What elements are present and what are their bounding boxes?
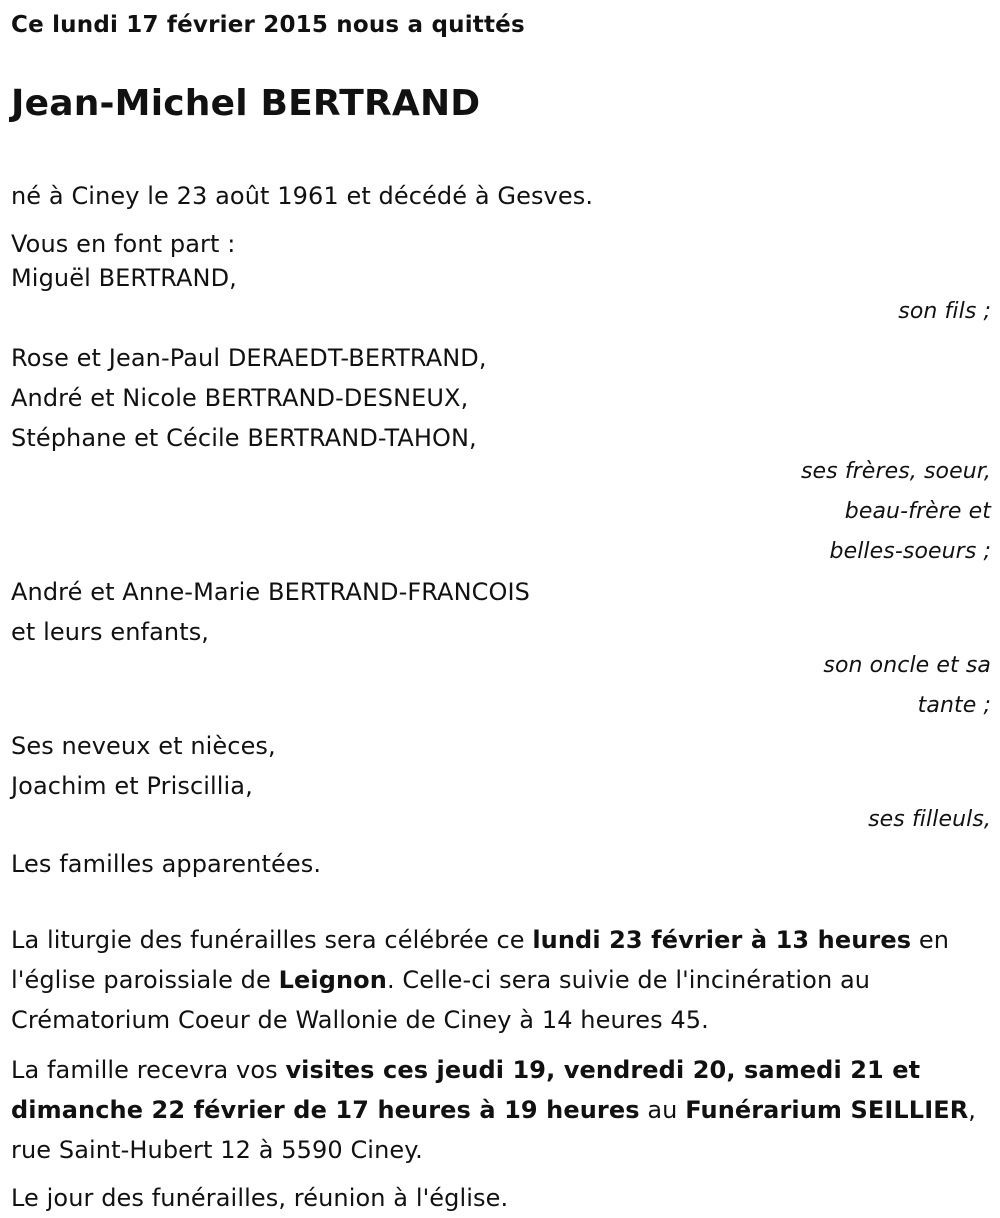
funeral-day-line: Le jour des funérailles, réunion à l'église. <box>11 1184 509 1212</box>
related-families-line: Les familles apparentées. <box>11 850 322 878</box>
relation-label: ses filleuls, <box>868 807 991 832</box>
relation-label: son fils ; <box>898 299 991 324</box>
family-name-line: André et Nicole BERTRAND-DESNEUX, <box>11 384 469 412</box>
funeral-home-name: Funérarium SEILLIER <box>685 1096 969 1124</box>
relation-label: son oncle et sa <box>823 653 991 678</box>
liturgy-paragraph <box>11 920 991 1040</box>
family-name-line: et leurs enfants, <box>11 618 210 646</box>
relation-label: ses frères, soeur, <box>800 459 991 484</box>
visits-text: , rue Saint-Hubert 12 à 5590 Ciney. <box>11 1096 977 1164</box>
liturgy-place: Leignon <box>278 966 387 994</box>
family-group-nephews <box>11 726 991 840</box>
family-group-siblings <box>11 338 991 572</box>
family-name-line: Ses neveux et nièces, <box>11 732 276 760</box>
visits-schedule: visites ces jeudi 19, vendredi 20, samedi 21 et dimanche 22 février de 17 heures à 19 heures <box>11 1056 921 1124</box>
visits-text: La famille recevra vos <box>11 1056 286 1084</box>
birth-death-line: né à Ciney le 23 août 1961 et décédé à Gesves. <box>11 182 594 210</box>
family-group-uncle-aunt <box>11 572 991 726</box>
liturgy-text: . Celle-ci sera suivie de l'incinération au Crématorium Coeur de Wallonie de Ciney à 14 heures 45. <box>11 966 871 1034</box>
death-announcement: Ce lundi 17 février 2015 nous a quittés <box>11 12 525 38</box>
family-name-line: Miguël BERTRAND, <box>11 264 237 292</box>
relation-label: beau-frère et <box>844 499 991 524</box>
family-name-line: Stéphane et Cécile BERTRAND-TAHON, <box>11 424 477 452</box>
relation-label: belles-soeurs ; <box>829 539 991 564</box>
family-name-line: André et Anne-Marie BERTRAND-FRANCOIS <box>11 578 530 606</box>
liturgy-text: La liturgie des funérailles sera célébrée ce <box>11 926 533 954</box>
family-name-line: Rose et Jean-Paul DERAEDT-BERTRAND, <box>11 344 487 372</box>
obituary-notice <box>11 0 991 1218</box>
liturgy-date: lundi 23 février à 13 heures <box>532 926 912 954</box>
intro-line: Vous en font part : <box>11 230 236 258</box>
visits-paragraph <box>11 1050 991 1170</box>
relation-label: tante ; <box>917 693 991 718</box>
family-group-son <box>11 258 991 332</box>
deceased-name: Jean-Michel BERTRAND <box>11 83 481 124</box>
visits-text: au <box>639 1096 686 1124</box>
family-name-line: Joachim et Priscillia, <box>11 772 253 800</box>
liturgy-text: en l'église paroissiale de <box>11 926 950 994</box>
